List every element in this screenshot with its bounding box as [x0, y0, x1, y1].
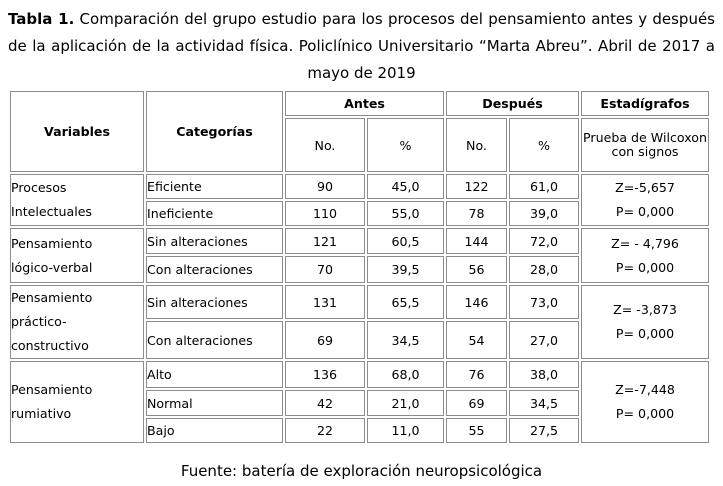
header-estadigrafos: Estadígrafos — [581, 91, 709, 116]
header-despues: Después — [446, 91, 579, 116]
table-caption — [8, 6, 715, 87]
statistic-cell — [581, 285, 709, 359]
p-value: P= 0,000 — [615, 204, 675, 219]
caption-label: Tabla 1. — [8, 10, 75, 28]
antes-pct-cell: 45,0 — [367, 174, 444, 199]
results-table — [8, 89, 711, 445]
variable-cell — [10, 174, 144, 226]
despues-pct-cell: 72,0 — [509, 228, 579, 254]
variable-line: Pensamiento — [11, 290, 93, 305]
antes-no-cell: 131 — [285, 285, 365, 319]
category-cell: Bajo — [146, 418, 283, 443]
subheader-prueba-wilcoxon: Prueba de Wilcoxon con signos — [581, 118, 709, 172]
header-antes: Antes — [285, 91, 444, 116]
despues-pct-cell: 38,0 — [509, 361, 579, 388]
table-row — [10, 361, 709, 388]
antes-no-cell: 110 — [285, 201, 365, 226]
z-value: Z= - 4,796 — [611, 235, 679, 251]
despues-pct-cell: 39,0 — [509, 201, 579, 226]
variable-line: Procesos — [11, 180, 67, 195]
variable-line: práctico- — [11, 314, 67, 329]
antes-pct-cell: 55,0 — [367, 201, 444, 226]
p-value: P= 0,000 — [615, 259, 675, 275]
antes-pct-cell: 60,5 — [367, 228, 444, 254]
antes-pct-cell: 39,5 — [367, 256, 444, 283]
antes-no-cell: 70 — [285, 256, 365, 283]
antes-no-cell: 22 — [285, 418, 365, 443]
despues-no-cell: 55 — [446, 418, 507, 443]
table-footer: Fuente: batería de exploración neuropsicológica — [180, 462, 543, 480]
statistic-cell — [581, 361, 709, 443]
statistic-cell — [581, 174, 709, 226]
category-cell: Eficiente — [146, 174, 283, 199]
despues-pct-cell: 27,5 — [509, 418, 579, 443]
table-row — [10, 228, 709, 254]
table-row — [10, 285, 709, 319]
antes-no-cell: 42 — [285, 390, 365, 416]
header-variables: Variables — [10, 91, 144, 172]
category-cell: Con alteraciones — [146, 256, 283, 283]
despues-no-cell: 122 — [446, 174, 507, 199]
despues-no-cell: 56 — [446, 256, 507, 283]
variable-line: Pensamiento — [11, 382, 93, 397]
variable-line: Intelectuales — [11, 204, 92, 219]
despues-no-cell: 144 — [446, 228, 507, 254]
antes-no-cell: 90 — [285, 174, 365, 199]
despues-no-cell: 76 — [446, 361, 507, 388]
z-value: Z=-7,448 — [615, 382, 675, 397]
antes-pct-cell: 21,0 — [367, 390, 444, 416]
despues-pct-cell: 28,0 — [509, 256, 579, 283]
subheader-antes-pct: % — [367, 118, 444, 172]
antes-pct-cell: 34,5 — [367, 321, 444, 359]
category-cell: Con alteraciones — [146, 321, 283, 359]
despues-pct-cell: 73,0 — [509, 285, 579, 319]
antes-pct-cell: 68,0 — [367, 361, 444, 388]
antes-pct-cell: 65,5 — [367, 285, 444, 319]
p-value: P= 0,000 — [615, 406, 675, 421]
category-cell: Sin alteraciones — [146, 285, 283, 319]
variable-cell — [10, 228, 144, 283]
variable-cell — [10, 285, 144, 359]
despues-pct-cell: 61,0 — [509, 174, 579, 199]
despues-pct-cell: 27,0 — [509, 321, 579, 359]
antes-pct-cell: 11,0 — [367, 418, 444, 443]
caption-text: Comparación del grupo estudio para los procesos del pensamiento antes y después de la aplicación de la actividad física. Policlínico Universitario “Marta Abreu”. Abril de 2017 a mayo de 2019 — [8, 10, 715, 82]
category-cell: Sin alteraciones — [146, 228, 283, 254]
subheader-despues-no: No. — [446, 118, 507, 172]
subheader-antes-no: No. — [285, 118, 365, 172]
z-value: Z=-5,657 — [615, 180, 675, 195]
variable-line: rumiativo — [11, 406, 72, 421]
variable-line: Pensamiento — [11, 235, 93, 251]
variable-line: lógico-verbal — [11, 259, 93, 275]
category-cell: Normal — [146, 390, 283, 416]
category-cell: Ineficiente — [146, 201, 283, 226]
despues-no-cell: 146 — [446, 285, 507, 319]
despues-no-cell: 78 — [446, 201, 507, 226]
header-categorias: Categorías — [146, 91, 283, 172]
table-row — [10, 174, 709, 199]
z-value: Z= -3,873 — [613, 302, 677, 317]
despues-no-cell: 69 — [446, 390, 507, 416]
variable-cell — [10, 361, 144, 443]
subheader-despues-pct: % — [509, 118, 579, 172]
antes-no-cell: 121 — [285, 228, 365, 254]
category-cell: Alto — [146, 361, 283, 388]
despues-no-cell: 54 — [446, 321, 507, 359]
antes-no-cell: 69 — [285, 321, 365, 359]
despues-pct-cell: 34,5 — [509, 390, 579, 416]
p-value: P= 0,000 — [615, 326, 675, 341]
statistic-cell — [581, 228, 709, 283]
variable-line: constructivo — [11, 338, 89, 353]
antes-no-cell: 136 — [285, 361, 365, 388]
